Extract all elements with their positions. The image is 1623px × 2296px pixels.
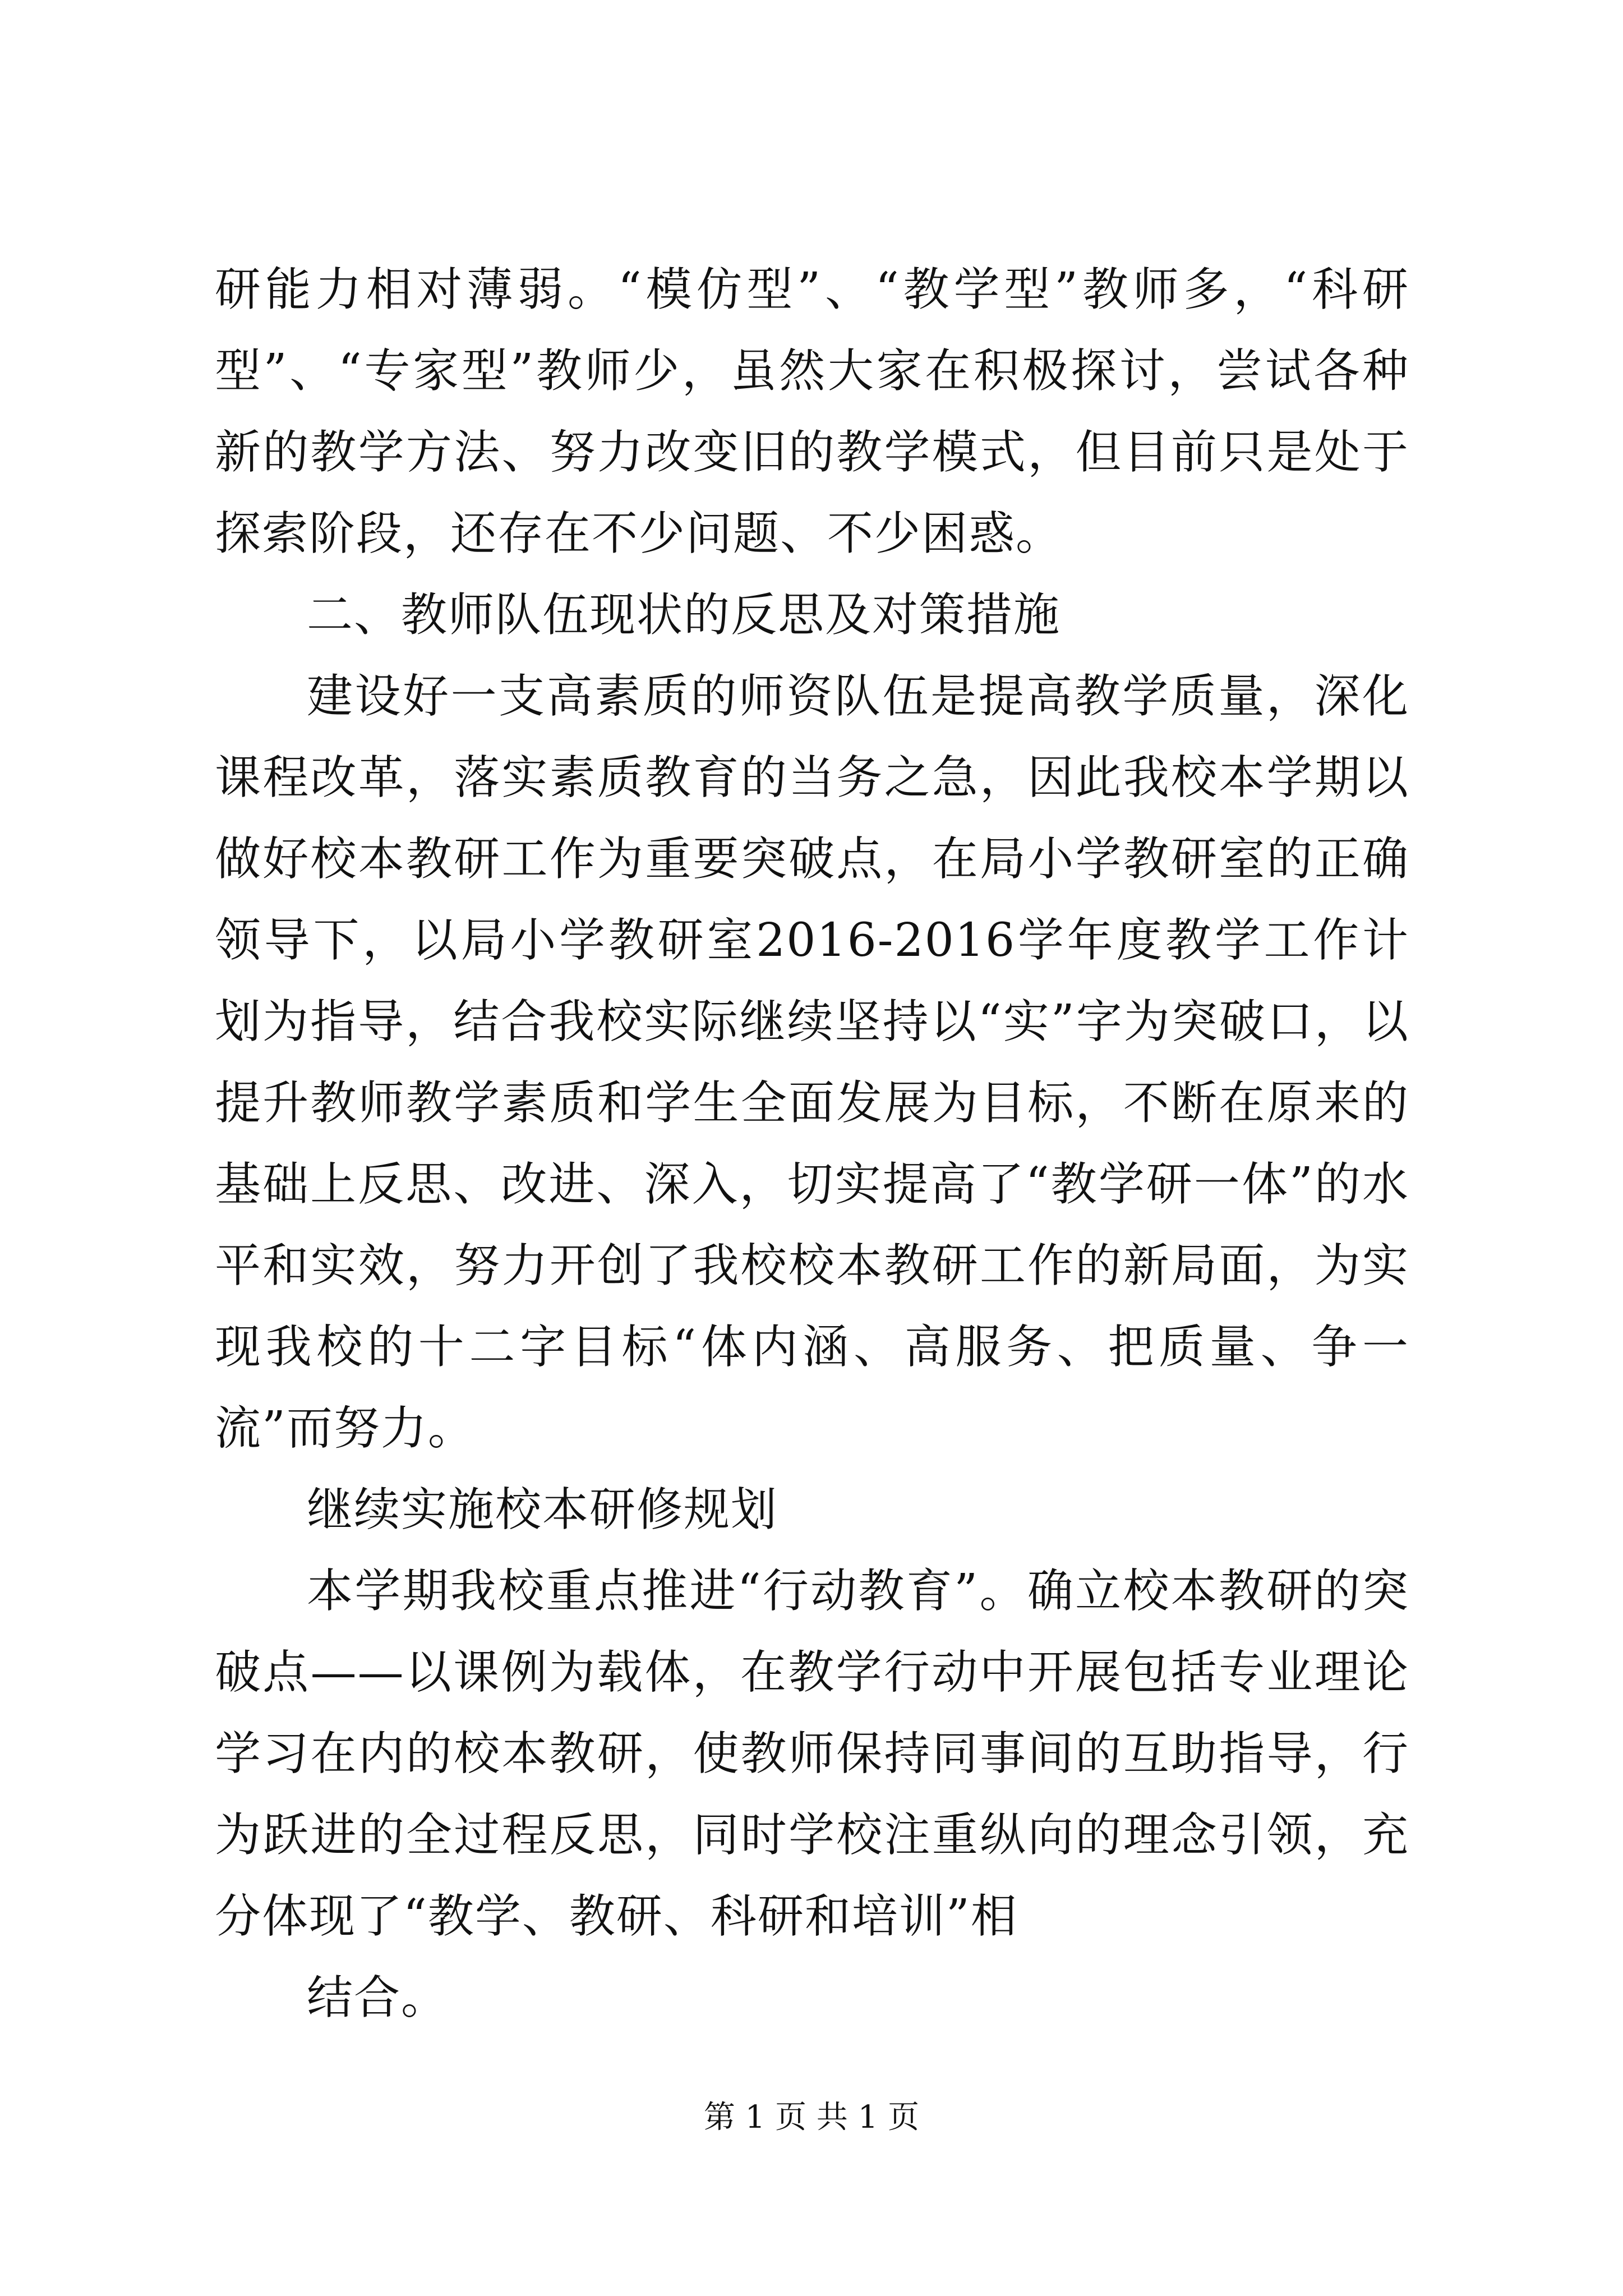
page-number-footer: 第 1 页 共 1 页: [703, 2099, 920, 2136]
section-heading-reflection: 二、教师队伍现状的反思及对策措施: [307, 588, 1061, 642]
paragraph-intro-continuation: 研能力相对薄弱。“模仿型”、“教学型”教师多，“科研型”、“专家型”教师少，虽然大家在积极探讨，尝试各种新的教学方法、努力改变旧的教学模式，但目前只是处于探索阶段，还存在不少问题、不少困惑。: [215, 263, 1409, 560]
paragraph-action-education: 本学期我校重点推进“行动教育”。确立校本教研的突破点——以课例为载体，在教学行动中开展包括专业理论学习在内的校本教研，使教师保持同事间的互助指导，行为跃进的全过程反思，同时学校注重纵向的理念引领，充分体现了“教学、教研、科研和培训”相: [215, 1565, 1409, 1943]
paragraph-teacher-team-building: 建设好一支高素质的师资队伍是提高教学质量，深化课程改革，落实素质教育的当务之急，因此我校本学期以做好校本教研工作为重要突破点，在局小学教研室的正确领导下，以局小学教研室2016-2016学年度教学工作计划为指导，结合我校实际继续坚持以“实”字为突破口，以提升教师教学素质和学生全面发展为目标，不断在原来的基础上反思、改进、深入，切实提高了“教学研一体”的水平和实效，努力开创了我校校本教研工作的新局面，为实现我校的十二字目标“体内涵、高服务、把质量、争一流”而努力。: [215, 670, 1409, 1455]
subheading-school-research-plan: 继续实施校本研修规划: [307, 1483, 778, 1536]
paragraph-conclusion: 结合。: [307, 1971, 449, 2024]
document-body: [215, 249, 1409, 2039]
